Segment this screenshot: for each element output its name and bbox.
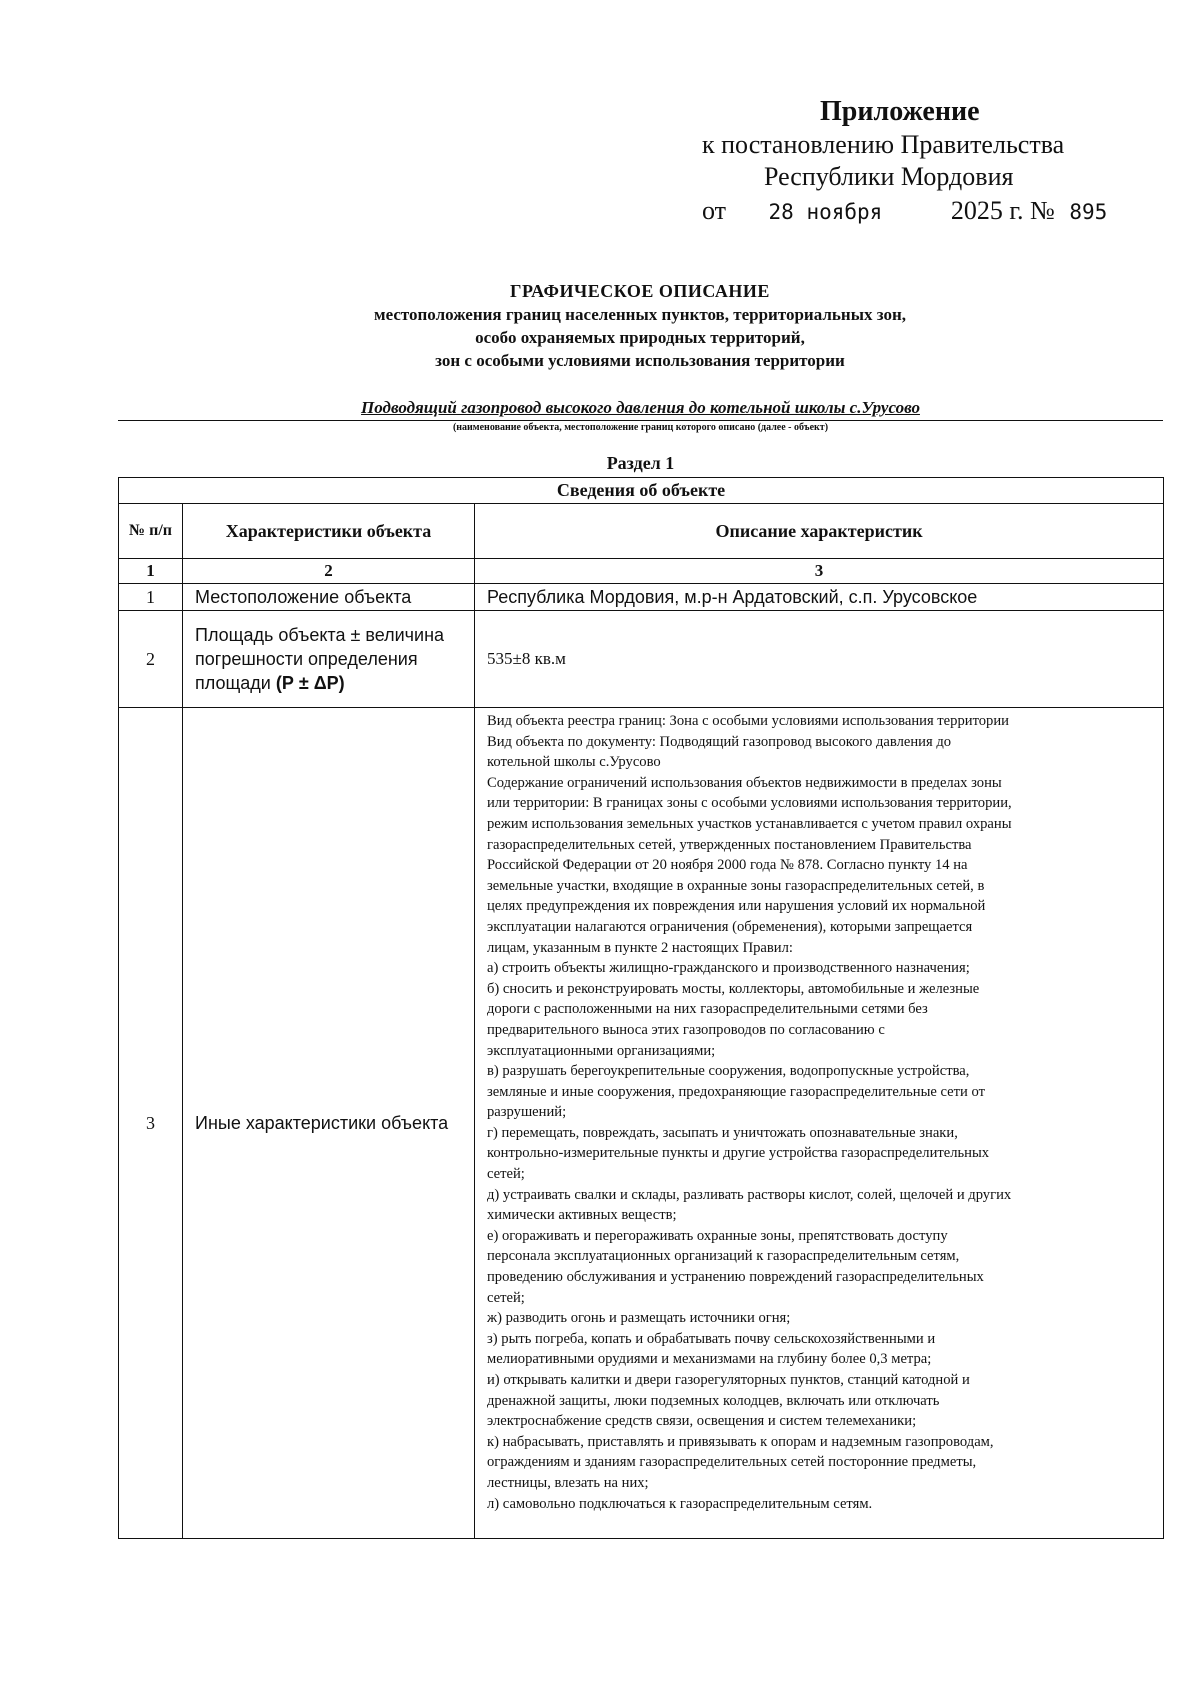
table-row xyxy=(119,611,1164,708)
description-line: или территории: В границах зоны с особыми условиями использования территории, xyxy=(487,795,1012,812)
appendix-year: 2025 г. № xyxy=(950,196,1055,225)
description-line: электроснабжение средств связи, освещения и систем телемеханики; xyxy=(487,1413,917,1430)
table-caption-row xyxy=(119,478,1164,504)
row-description xyxy=(475,708,1164,1539)
appendix-date-line xyxy=(702,196,1107,226)
row-number: 3 xyxy=(119,708,183,1539)
description-line: земельные участки, входящие в охранные зоны газораспределительных сетей, в xyxy=(487,877,985,894)
description-line: в) разрушать берегоукрепительные сооружения, водопропускные устройства, xyxy=(487,1063,970,1080)
description-line: и) открывать калитки и двери газорегуляторных пунктов, станций катодной и xyxy=(487,1372,970,1388)
characteristic-text: Площадь объекта ± величина погрешности определения площади xyxy=(195,625,445,693)
description-line: к) набрасывать, приставлять и привязывать к опорам и надземным газопроводам, xyxy=(487,1433,994,1450)
table-row xyxy=(119,584,1164,611)
row-characteristic: Иные характеристики объекта xyxy=(183,708,475,1539)
row-number: 1 xyxy=(119,584,183,611)
appendix-line-2: Республики Мордовия xyxy=(764,162,1014,191)
description-line: мелиоративными орудиями и механизмами на глубину более 0,3 метра; xyxy=(487,1351,932,1368)
table-row xyxy=(119,708,1164,1539)
row-characteristic: Местоположение объекта xyxy=(183,584,475,611)
description-line: дороги с расположенными на них газораспределительными сетями без xyxy=(487,1001,928,1018)
index-cell: 2 xyxy=(183,559,475,584)
document-title-block xyxy=(100,280,1180,372)
description-line: проведению обслуживания и устранению повреждений газораспределительных xyxy=(487,1269,984,1286)
description-line: лестницы, влезать на них; xyxy=(487,1474,649,1491)
description-line: сетей; xyxy=(487,1166,525,1183)
header-number: № п/п xyxy=(119,504,183,559)
description-line: Российской Федерации от 20 ноября 2000 года № 878. Согласно пункту 14 на xyxy=(487,857,968,874)
characteristic-formula: (Р ± ΔР) xyxy=(275,673,345,693)
description-line: газораспределительных сетей, утвержденных постановлением Правительства xyxy=(487,836,972,853)
description-line: земляные и иные сооружения, предохраняющие газораспределительные сети от xyxy=(487,1083,985,1100)
row-description: Республика Мордовия, м.р-н Ардатовский, с.п. Урусовское xyxy=(475,584,1164,611)
row-characteristic xyxy=(183,611,475,708)
description-line: разрушений; xyxy=(487,1104,567,1121)
appendix-title: Приложение xyxy=(820,96,980,127)
document-title: ГРАФИЧЕСКОЕ ОПИСАНИЕ xyxy=(510,281,770,301)
description-line: а) строить объекты жилищно-гражданского и производственного назначения; xyxy=(487,960,970,977)
description-line: котельной школы с.Урусово xyxy=(487,754,661,771)
description-line: режим использования земельных участков устанавливается с учетом правил охраны xyxy=(487,815,1012,832)
description-line: ж) разводить огонь и размещать источники огня; xyxy=(487,1310,791,1327)
appendix-number: 895 xyxy=(1069,200,1108,224)
section-title: Раздел 1 xyxy=(606,453,675,473)
description-line: л) самовольно подключаться к газораспределительным сетям. xyxy=(487,1495,873,1512)
description-line: ограждениям и зданиям газораспределительных сетей посторонние предметы, xyxy=(487,1454,977,1471)
appendix-line-1: к постановлению Правительства xyxy=(702,130,1065,159)
description-line: б) сносить и реконструировать мосты, коллекторы, автомобильные и железные xyxy=(487,980,980,997)
description-line: д) устраивать свалки и склады, разливать растворы кислот, солей, щелочей и других xyxy=(487,1186,1012,1203)
row-number: 2 xyxy=(119,611,183,708)
table-header-row xyxy=(119,504,1164,559)
row-description: 535±8 кв.м xyxy=(475,611,1164,708)
description-line: химически активных веществ; xyxy=(487,1207,677,1224)
description-line: г) перемещать, повреждать, засыпать и уничтожать опознавательные знаки, xyxy=(487,1124,958,1141)
description-line: з) рыть погреба, копать и обрабатывать почву сельскохозяйственными и xyxy=(487,1330,936,1347)
index-cell: 3 xyxy=(475,559,1164,584)
description-line: предварительного выноса этих газопроводов по согласованию с xyxy=(487,1021,885,1038)
description-line: контрольно-измерительные пункты и другие устройства газораспределительных xyxy=(487,1145,990,1162)
description-line: Содержание ограничений использования объектов недвижимости в пределах зоны xyxy=(487,774,1002,791)
description-line: сетей; xyxy=(487,1289,525,1306)
object-info-table xyxy=(118,477,1164,1539)
description-line: Вид объекта реестра границ: Зона с особыми условиями использования территории xyxy=(487,713,1009,729)
table-index-row xyxy=(119,559,1164,584)
description-line: эксплуатации налагаются ограничения (обременения), которыми запрещается xyxy=(487,918,973,935)
header-description: Описание характеристик xyxy=(475,504,1164,559)
index-cell: 1 xyxy=(119,559,183,584)
description-line: эксплуатационными организациями; xyxy=(487,1042,716,1059)
document-subtitle-line: зон с особыми условиями использования территории xyxy=(435,351,845,370)
object-name: Подводящий газопровод высокого давления до котельной школы с.Урусово xyxy=(361,398,920,417)
object-caption: (наименование объекта, местоположение границ которого описано (далее - объект) xyxy=(452,422,829,433)
description-line: лицам, указанным в пункте 2 настоящих Правил: xyxy=(487,939,793,956)
table-caption: Сведения об объекте xyxy=(119,478,1164,504)
description-line: е) огораживать и перегораживать охранные зоны, препятствовать доступу xyxy=(487,1227,948,1244)
description-line: целях предупреждения их повреждения или нарушения условий их нормальной xyxy=(487,898,986,915)
object-name-rule xyxy=(118,420,1163,421)
description-lines xyxy=(487,711,1157,1514)
appendix-date: 28 ноября xyxy=(768,200,883,224)
header-characteristic: Характеристики объекта xyxy=(183,504,475,559)
description-line: Вид объекта по документу: Подводящий газопровод высокого давления до xyxy=(487,733,952,750)
document-subtitle-line: местоположения границ населенных пунктов, территориальных зон, xyxy=(374,305,906,324)
document-subtitle-line: особо охраняемых природных территорий, xyxy=(475,328,805,347)
description-line: дренажной защиты, люки подземных колодцев, включать или отключать xyxy=(487,1392,940,1409)
description-line: персонала эксплуатационных организаций к газораспределительным сетям, xyxy=(487,1248,960,1265)
appendix-from: от xyxy=(702,196,727,225)
